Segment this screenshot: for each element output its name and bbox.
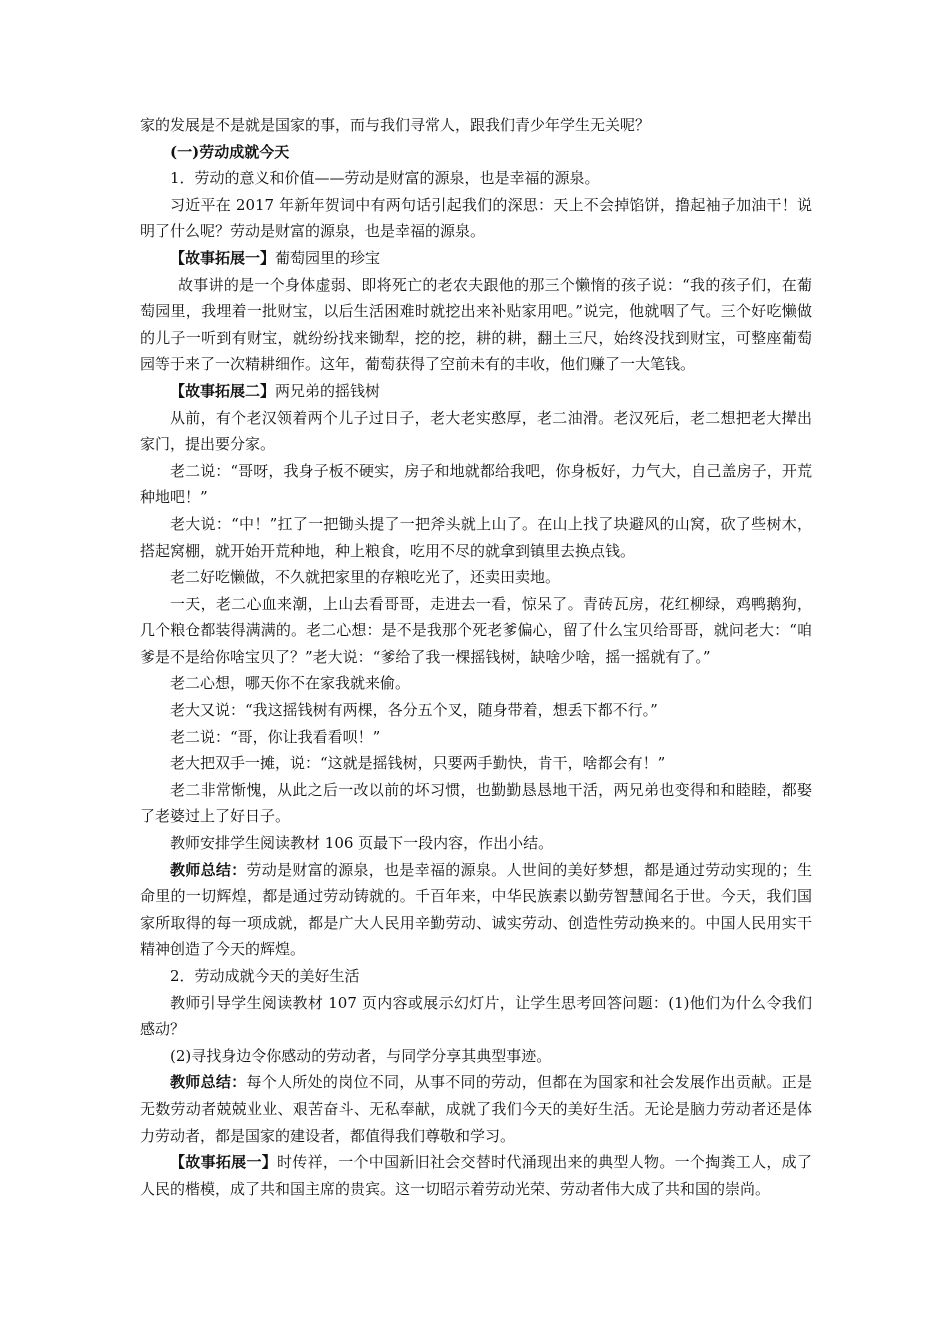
paragraph: 从前，有个老汉领着两个儿子过日子，老大老实憨厚，老二油滑。老汉死后，老二想把老大撵出家门，提出要分家。 [140,408,812,454]
paragraph: 老二说：“哥，你让我看看呗！” [170,727,381,746]
story-title: 葡萄园里的珍宝 [275,248,381,267]
paragraph: 教师引导学生阅读教材 107 页内容或展示幻灯片，让学生思考回答问题：(1)他们为什么令我们感动？ [140,993,812,1039]
story-paragraph [140,1149,812,1202]
paragraph: 教师安排学生阅读教材 106 页最下一段内容，作出小结。 [170,834,554,853]
summary-text: 每个人所处的岗位不同，从事不同的劳动，但都在为国家和社会发展作出贡献。正是无数劳动者兢兢业业、艰苦奋斗、无私奉献，成就了我们今天的美好生活。无论是脑力劳动者还是体力劳动者，都是国家的建设者，都值得我们尊敬和学习。 [140,1073,812,1145]
paragraph: 习近平在 2017 年新年贺词中有两句话引起我们的深思：天上不会掉馅饼，撸起袖子加油干！说明了什么呢？劳动是财富的源泉，也是幸福的源泉。 [140,195,812,241]
paragraph: 老二好吃懒做，不久就把家里的存粮吃光了，还卖田卖地。 [170,568,561,587]
story-title: 两兄弟的摇钱树 [275,381,381,400]
summary-label: 教师总结： [170,860,247,879]
paragraph: 一天，老二心血来潮，上山去看哥哥，走进去一看，惊呆了。青砖瓦房，花红柳绿，鸡鸭鹅狗，几个粮仓都装得满满的。老二心想：是不是我那个死老爹偏心，留了什么宝贝给哥哥，就问老大：“咱爹是不是给你啥宝贝了？”老大说：“爹给了我一棵摇钱树，缺啥少啥，摇一摇就有了。” [140,594,812,666]
paragraph: 2．劳动成就今天的美好生活 [170,967,360,985]
summary-label: 教师总结： [170,1073,247,1092]
paragraph: 老大把双手一摊，说：“这就是摇钱树，只要两手勤快，肯干，啥都会有！” [170,754,666,773]
paragraph: 1．劳动的意义和价值——劳动是财富的源泉，也是幸福的源泉。 [170,169,600,188]
paragraph: 老二非常惭愧，从此之后一改以前的坏习惯，也勤勤恳恳地干活，两兄弟也变得和和睦睦，都娶了老婆过上了好日子。 [140,780,812,826]
paragraph: 家的发展是不是就是国家的事，而与我们寻常人，跟我们青少年学生无关呢？ [140,116,651,134]
paragraph: 老大说：“中！”扛了一把锄头提了一把斧头就上山了。在山上找了块避风的山窝，砍了些树木，搭起窝棚，就开始开荒种地，种上粮食，吃用不尽的就拿到镇里去换点钱。 [140,514,812,560]
story-label: 【故事拓展一】 [170,248,276,267]
story-label: 【故事拓展二】 [170,381,276,400]
story-label: 【故事拓展一】 [170,1153,278,1172]
story-text: 时传祥，一个中国新旧社会交替时代涌现出来的典型人物。一个掏粪工人，成了人民的楷模，成了共和国主席的贵宾。这一切昭示着劳动光荣、劳动者伟大成了共和国的崇尚。 [140,1153,812,1198]
summary-text: 劳动是财富的源泉，也是幸福的源泉。人世间的美好梦想，都是通过劳动实现的；生命里的一切辉煌，都是通过劳动铸就的。千百年来，中华民族素以勤劳智慧闻名于世。今天，我们国家所取得的每一项成就，都是广大人民用辛勤劳动、诚实劳动、创造性劳动换来的。中国人民用实干精神创造了今天的辉煌。 [140,860,812,959]
document-page [140,112,812,1202]
story-heading [140,245,812,272]
paragraph: 老二说：“哥呀，我身子板不硬实，房子和地就都给我吧，你身板好，力气大，自己盖房子，开荒种地吧！” [140,461,812,507]
summary-paragraph [140,857,812,963]
summary-paragraph [140,1069,812,1149]
paragraph: (2)寻找身边令你感动的劳动者，与同学分享其典型事迹。 [170,1046,552,1065]
story-heading [140,378,812,405]
paragraph: 故事讲的是一个身体虚弱、即将死亡的老农夫跟他的那三个懒惰的孩子说：“我的孩子们，在葡萄园里，我埋着一批财宝，以后生活困难时就挖出来补贴家用吧。”说完，他就咽了气。三个好吃懒做的儿子一听到有财宝，就纷纷找来锄犁，挖的挖，耕的耕，翻土三尺，始终没找到财宝，可整座葡萄园等于来了一次精耕细作。这年，葡萄获得了空前未有的丰收，他们赚了一大笔钱。 [140,275,812,374]
paragraph: 老大又说：“我这摇钱树有两棵，各分五个叉，随身带着，想丢下都不行。” [170,701,658,720]
section-heading: (一)劳动成就今天 [170,142,290,161]
paragraph: 老二心想，哪天你不在家我就来偷。 [170,674,411,693]
